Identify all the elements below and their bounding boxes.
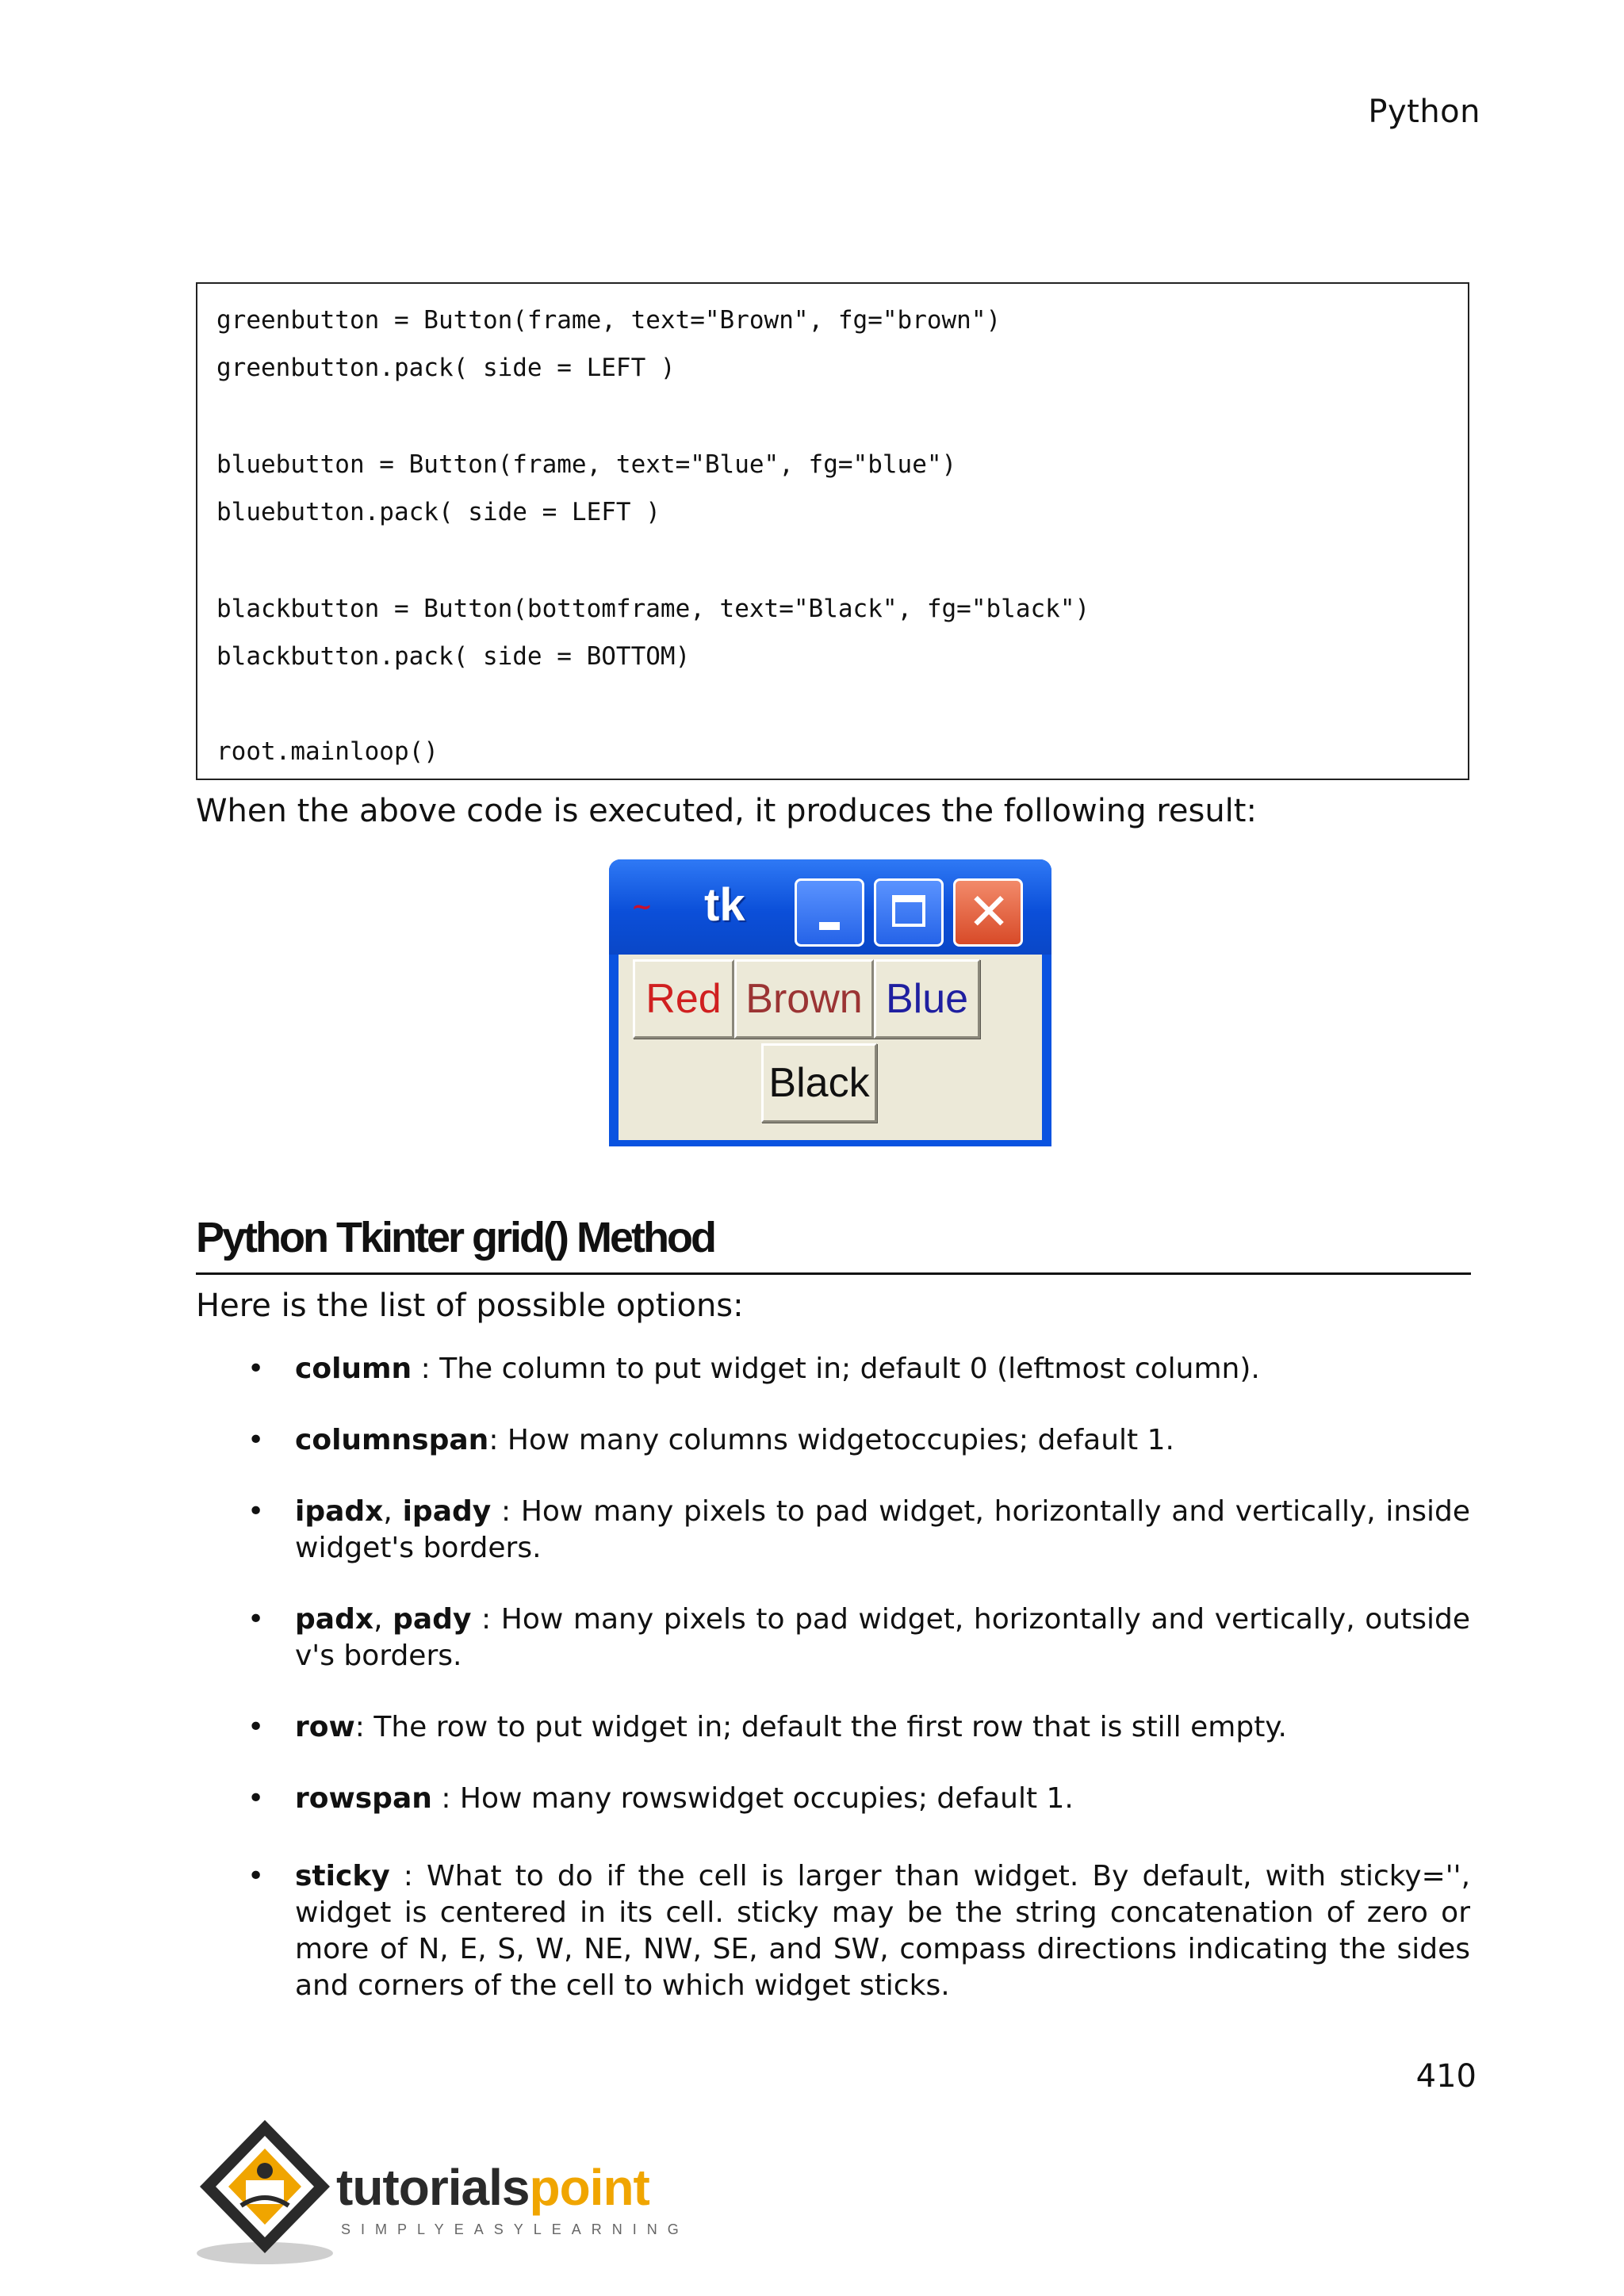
bullet-icon: •	[247, 1495, 265, 1528]
option-term: rowspan	[295, 1782, 432, 1815]
option-separator: :	[389, 1860, 427, 1892]
option-description: How many pixels to pad widget, horizontally and vertically, outside v's borders.	[295, 1603, 1470, 1672]
tk-titlebar	[609, 859, 1051, 955]
bullet-icon: •	[247, 1782, 265, 1815]
code-line: blackbutton = Button(bottomframe, text="Black", fg="black")	[216, 595, 1090, 623]
option-description: How many rowswidget occupies; default 1.	[459, 1782, 1074, 1815]
option-term: padx	[295, 1603, 374, 1636]
black-button[interactable]: Black	[761, 1043, 877, 1123]
option-description: How many columns widgetoccupies; default 1.	[507, 1424, 1174, 1456]
code-line: greenbutton = Button(frame, text="Brown", fg="brown")	[216, 306, 1002, 335]
result-intro: When the above code is executed, it produces the following result:	[196, 793, 1257, 829]
option-separator: :	[488, 1424, 508, 1456]
logo-wordmark	[336, 2158, 649, 2217]
tutorialspoint-logo	[193, 2114, 689, 2272]
running-header: Python	[1368, 94, 1480, 130]
option-description: The row to put widget in; default the first row that is still empty.	[373, 1711, 1287, 1743]
tk-feather-icon: ~	[631, 891, 653, 921]
option-description: What to do if the cell is larger than widget. By default, with sticky='', widget is centered in its cell. sticky may be the string concatenation of zero or more of N, E, S, W, NE, NW, SE, and SW, compass directions indicating the sides and corners of the cell to which widget sticks.	[295, 1860, 1471, 2002]
code-line: bluebutton.pack( side = LEFT )	[216, 498, 661, 526]
red-button[interactable]: Red	[633, 959, 734, 1039]
option-padx-pady: padx, pady : How many pixels to pad widget, horizontally and vertically, outside v's borders.	[295, 1603, 1470, 1672]
option-description: The column to put widget in; default 0 (leftmost column).	[439, 1353, 1260, 1385]
code-block	[196, 282, 1469, 780]
code-line: root.mainloop()	[216, 737, 439, 766]
bullet-icon: •	[247, 1603, 265, 1636]
code-line: blackbutton.pack( side = BOTTOM)	[216, 642, 691, 671]
logo-tagline: SIMPLYEASYLEARNING	[341, 2221, 689, 2237]
option-term: sticky	[295, 1860, 390, 1892]
option-columnspan	[295, 1422, 1470, 1459]
option-description: How many pixels to pad widget, horizontally and vertically, inside widget's borders.	[295, 1495, 1470, 1564]
page-number: 410	[1415, 2058, 1477, 2095]
close-button[interactable]	[953, 878, 1023, 947]
option-separator: :	[491, 1495, 521, 1528]
option-term: column	[295, 1353, 412, 1385]
option-term-secondary: ipady	[402, 1495, 492, 1528]
code-line: greenbutton.pack( side = LEFT )	[216, 354, 676, 382]
minimize-button[interactable]	[795, 878, 864, 947]
section-heading: Python Tkinter grid() Method	[196, 1214, 714, 1261]
logo-diamond-icon	[193, 2114, 336, 2272]
option-column	[295, 1351, 1470, 1387]
close-icon: ✕	[967, 883, 1010, 942]
tk-client-area	[619, 955, 1042, 1140]
option-row	[295, 1709, 1470, 1746]
logo-main-text: tutorials	[336, 2159, 530, 2216]
bullet-icon: •	[247, 1860, 265, 1892]
option-term: ipadx	[295, 1495, 384, 1528]
option-term-secondary: pady	[393, 1603, 472, 1636]
code-line: bluebutton = Button(frame, text="Blue", fg="blue")	[216, 450, 957, 479]
maximize-button[interactable]	[874, 878, 944, 947]
option-separator: :	[431, 1782, 460, 1815]
option-separator: :	[412, 1353, 440, 1385]
heading-divider	[196, 1272, 1471, 1275]
tk-window-title: tk	[704, 879, 745, 931]
bullet-icon: •	[247, 1711, 265, 1743]
minimize-icon	[819, 922, 840, 930]
option-rowspan	[295, 1781, 1470, 1817]
tk-window-screenshot	[609, 859, 1051, 1146]
options-intro: Here is the list of possible options:	[196, 1288, 744, 1324]
bullet-icon: •	[247, 1424, 265, 1456]
option-term: row	[295, 1711, 355, 1743]
logo-accent-text: point	[529, 2159, 649, 2216]
maximize-icon	[892, 895, 925, 927]
option-sticky	[295, 1858, 1470, 2004]
option-term: columnspan	[295, 1424, 489, 1456]
blue-button[interactable]: Blue	[874, 959, 980, 1039]
option-separator: :	[471, 1603, 501, 1636]
brown-button[interactable]: Brown	[734, 959, 874, 1039]
option-separator: :	[354, 1711, 374, 1743]
bullet-icon: •	[247, 1353, 265, 1385]
option-ipadx-ipady: ipadx, ipady : How many pixels to pad widget, horizontally and vertically, inside widget's borders.	[295, 1495, 1470, 1564]
